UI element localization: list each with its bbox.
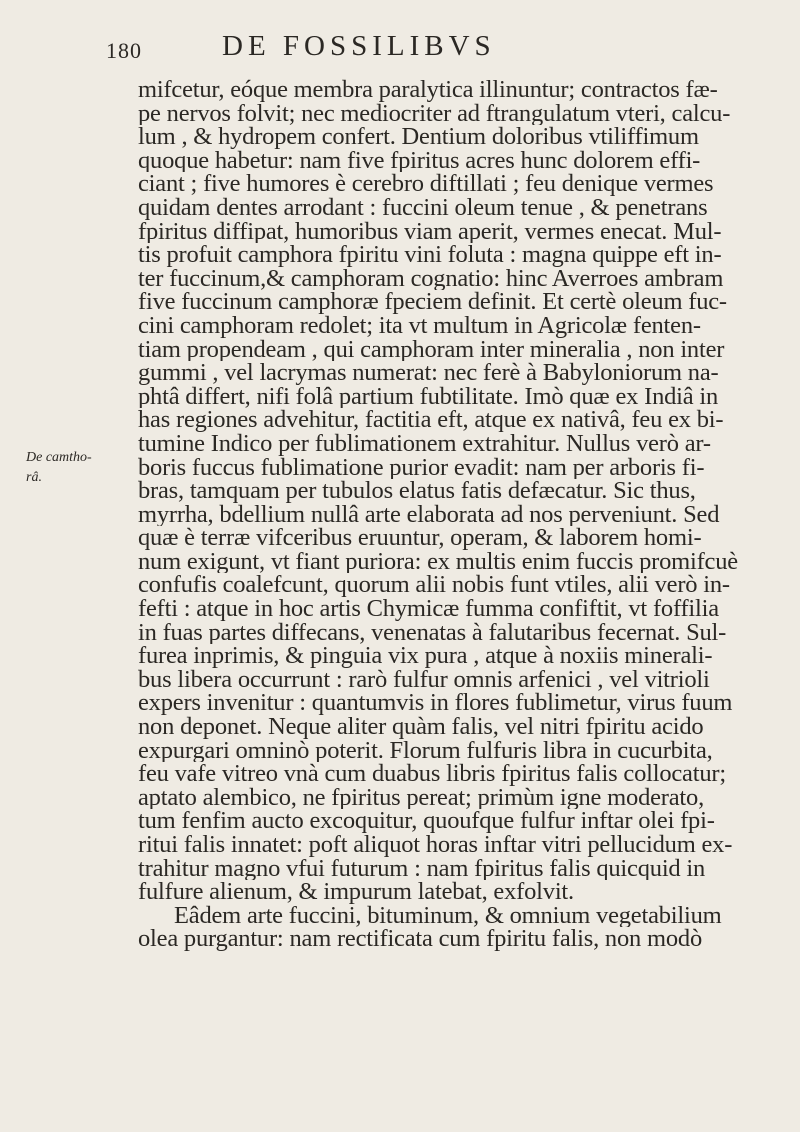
text-line: mifcetur, eóque membra paralytica illinuntur; contractos fæ-: [138, 78, 718, 102]
text-line: quidam dentes arrodant : fuccini oleum tenue , & penetrans: [138, 195, 708, 220]
text-line: tis profuit camphora fpiritu vini foluta : magna quippe eft in-: [138, 243, 722, 267]
margin-note-line: De camtho-: [26, 450, 92, 465]
text-line: phtâ differt, nifi folâ partium fubtilitate. Imò quæ ex Indiâ in: [138, 384, 719, 409]
margin-note-line: râ.: [26, 470, 42, 485]
page-number: 180: [106, 38, 142, 63]
text-line: has regiones advehitur, factitia eft, atque ex nativâ, feu ex bi-: [138, 408, 724, 432]
running-title: DE FOSSILIBVS: [222, 30, 496, 62]
text-line: trahitur magno vfui futurum : nam fpiritus falis quicquid in: [138, 856, 706, 881]
text-line: num exigunt, vt fiant puriora: ex multis enim fuccis promifcuè: [138, 549, 738, 574]
text-line: pe nervos folvit; nec mediocriter ad ftrangulatum vteri, calcu-: [138, 101, 731, 126]
text-line: fulfure alienum, & impurum latebat, exfolvit.: [138, 880, 574, 904]
text-line: feu vafe vitreo vnà cum duabus libris fpiritus falis collocatur;: [138, 762, 726, 786]
text-line: Eâdem arte fuccini, bituminum, & omnium vegetabilium: [174, 903, 722, 928]
text-line: tiam propendeam , qui camphoram inter mineralia , non inter: [138, 337, 725, 362]
text-line: aptato alembico, ne fpiritus pereat; primùm igne moderato,: [138, 785, 705, 810]
text-line: boris fuccus fublimatione purior evadit: nam per arboris fi-: [138, 455, 705, 480]
text-line: olea purgantur: nam rectificata cum fpiritu falis, non modò: [138, 927, 702, 951]
text-line: cini camphoram redolet; ita vt multum in Agricolæ fenten-: [138, 313, 701, 338]
text-line: five fuccinum camphoræ fpeciem definit. Et certè oleum fuc-: [138, 290, 727, 314]
text-line: quoque habetur: nam five fpiritus acres hunc dolorem effi-: [138, 148, 701, 173]
text-line: in fuas partes diffecans, venenatas à falutaribus fecernat. Sul-: [138, 620, 727, 645]
text-line: fefti : atque in hoc artis Chymicæ fumma confiftit, vt foffilia: [138, 597, 719, 621]
text-line: confufis coalefcunt, quorum alii nobis funt vtiles, alii verò in-: [138, 573, 730, 598]
body-text: [138, 78, 798, 951]
text-line: myrrha, bdellium nullâ arte elaborata ad nos perveniunt. Sed: [138, 502, 720, 527]
text-line: tumine Indico per fublimationem extrahitur. Nullus verò ar-: [138, 431, 711, 456]
text-line: bras, tamquam per tubulos elatus fatis defæcatur. Sic thus,: [138, 479, 696, 503]
text-line: quæ è terræ vifceribus eruuntur, operam, & laborem homi-: [138, 526, 702, 550]
text-line: bus libera occurrunt : rarò fulfur omnis arfenici , vel vitrioli: [138, 667, 710, 692]
text-line: non deponet. Neque aliter quàm falis, vel nitri fpiritu acido: [138, 715, 704, 739]
text-line: gummi , vel lacrymas numerat: nec ferè à Babyloniorum na-: [138, 361, 719, 385]
text-line: expurgari omninò poterit. Florum fulfuris libra in cucurbita,: [138, 738, 713, 763]
text-line: ciant ; five humores è cerebro diftillati ; feu denique vermes: [138, 172, 714, 196]
text-line: lum , & hydropem confert. Dentium doloribus vtiliffimum: [138, 125, 699, 149]
text-line: furea inprimis, & pinguia vix pura , atque à noxiis minerali-: [138, 644, 713, 668]
margin-note: [26, 448, 116, 488]
text-line: ter fuccinum,& camphoram cognatio: hinc Averroes ambram: [138, 266, 724, 291]
text-line: tum fenfim aucto excoquitur, quoufque fulfur inftar olei fpi-: [138, 809, 715, 833]
text-line: fpiritus diffipat, humoribus viam aperit, vermes enecat. Mul-: [138, 219, 722, 244]
text-line: expers invenitur : quantumvis in flores fublimetur, virus fuum: [138, 691, 733, 716]
text-line: ritui falis innatet: poft aliquot horas inftar vitri pellucidum ex-: [138, 833, 733, 857]
